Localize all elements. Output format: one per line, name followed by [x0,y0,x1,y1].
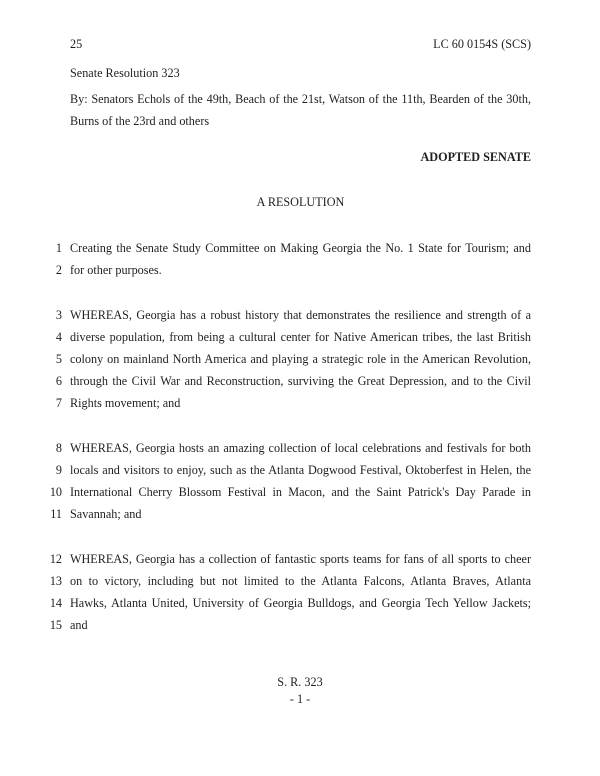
line-text: colony on mainland North America and playing a strategic role in the American Revolution, [70,352,531,366]
body-line-row [0,481,600,503]
line-number: 13 [49,574,62,588]
line-text: locals and visitors to enjoy, such as the Atlanta Dogwood Festival, Oktoberfest in Helen, the [70,463,531,477]
body-wrap [0,237,600,636]
sponsors-line: By: Senators Echols of the 49th, Beach of the 21st, Watson of the 11th, Bearden of the 30th, [70,92,531,106]
body-line-row [0,459,600,481]
line-text: and [70,618,88,632]
line-number: 3 [55,308,62,322]
line-text: International Cherry Blossom Festival in Macon, and the Saint Patrick's Day Parade in [70,485,531,499]
body-line-row [0,614,600,636]
line-text: Savannah; and [70,507,142,521]
line-number: 6 [55,374,62,388]
line-number: 8 [55,441,62,455]
body-line-row [0,503,600,525]
line-text: on to victory, including but not limited to the Atlanta Falcons, Atlanta Braves, Atlanta [70,574,531,588]
line-text: WHEREAS, Georgia has a collection of fantastic sports teams for fans of all sports to cheer [70,552,531,566]
body-line-row [0,237,600,259]
document-header [70,0,531,165]
line-number: 11 [50,507,62,521]
body-line-row [0,437,600,459]
body-line-row [0,370,600,392]
line-number: 14 [49,596,62,610]
resolution-title: Senate Resolution 323 [70,66,180,80]
line-number: 7 [55,396,62,410]
line-number: 12 [49,552,62,566]
header-top-row [70,0,531,52]
line-text: WHEREAS, Georgia hosts an amazing collection of local celebrations and festivals for both [70,441,531,455]
line-number: 5 [55,352,62,366]
line-text: Creating the Senate Study Committee on Making Georgia the No. 1 State for Tourism; and [70,241,531,255]
line-number: 2 [55,263,62,277]
body-line-row [0,592,600,614]
body-line-row [0,570,600,592]
sponsors-block [70,88,531,132]
section-title: A RESOLUTION [256,195,345,209]
line-number: 10 [49,485,62,499]
line-text: for other purposes. [70,263,162,277]
body-line-row [0,304,600,326]
doc-code: LC 60 0154S (SCS) [433,37,531,51]
line-number: 9 [55,463,62,477]
line-text: Hawks, Atlanta United, University of Georgia Bulldogs, and Georgia Tech Yellow Jackets; [70,596,531,610]
line-number: 15 [49,618,62,632]
body-line-row [0,348,600,370]
footer-page-number: - 1 - [289,692,311,706]
body-line-row [0,548,600,570]
line-text: Rights movement; and [70,396,181,410]
sponsors-line: Burns of the 23rd and others [70,114,210,128]
body-lines [0,237,600,636]
session-page-number: 25 [70,37,83,51]
status-label: ADOPTED SENATE [420,150,531,164]
line-number: 4 [55,330,62,344]
line-text: WHEREAS, Georgia has a robust history that demonstrates the resilience and strength of a [70,308,531,322]
line-number: 1 [55,241,62,255]
body-line-row [0,326,600,348]
body-line-row [0,392,600,414]
document-footer [0,674,600,708]
line-text: through the Civil War and Reconstruction, surviving the Great Depression, and to the Civil [70,374,531,388]
line-text: diverse population, from being a cultural center for Native American tribes, the last British [70,330,531,344]
body-line-row [0,259,600,281]
footer-doc-ref: S. R. 323 [277,675,323,689]
